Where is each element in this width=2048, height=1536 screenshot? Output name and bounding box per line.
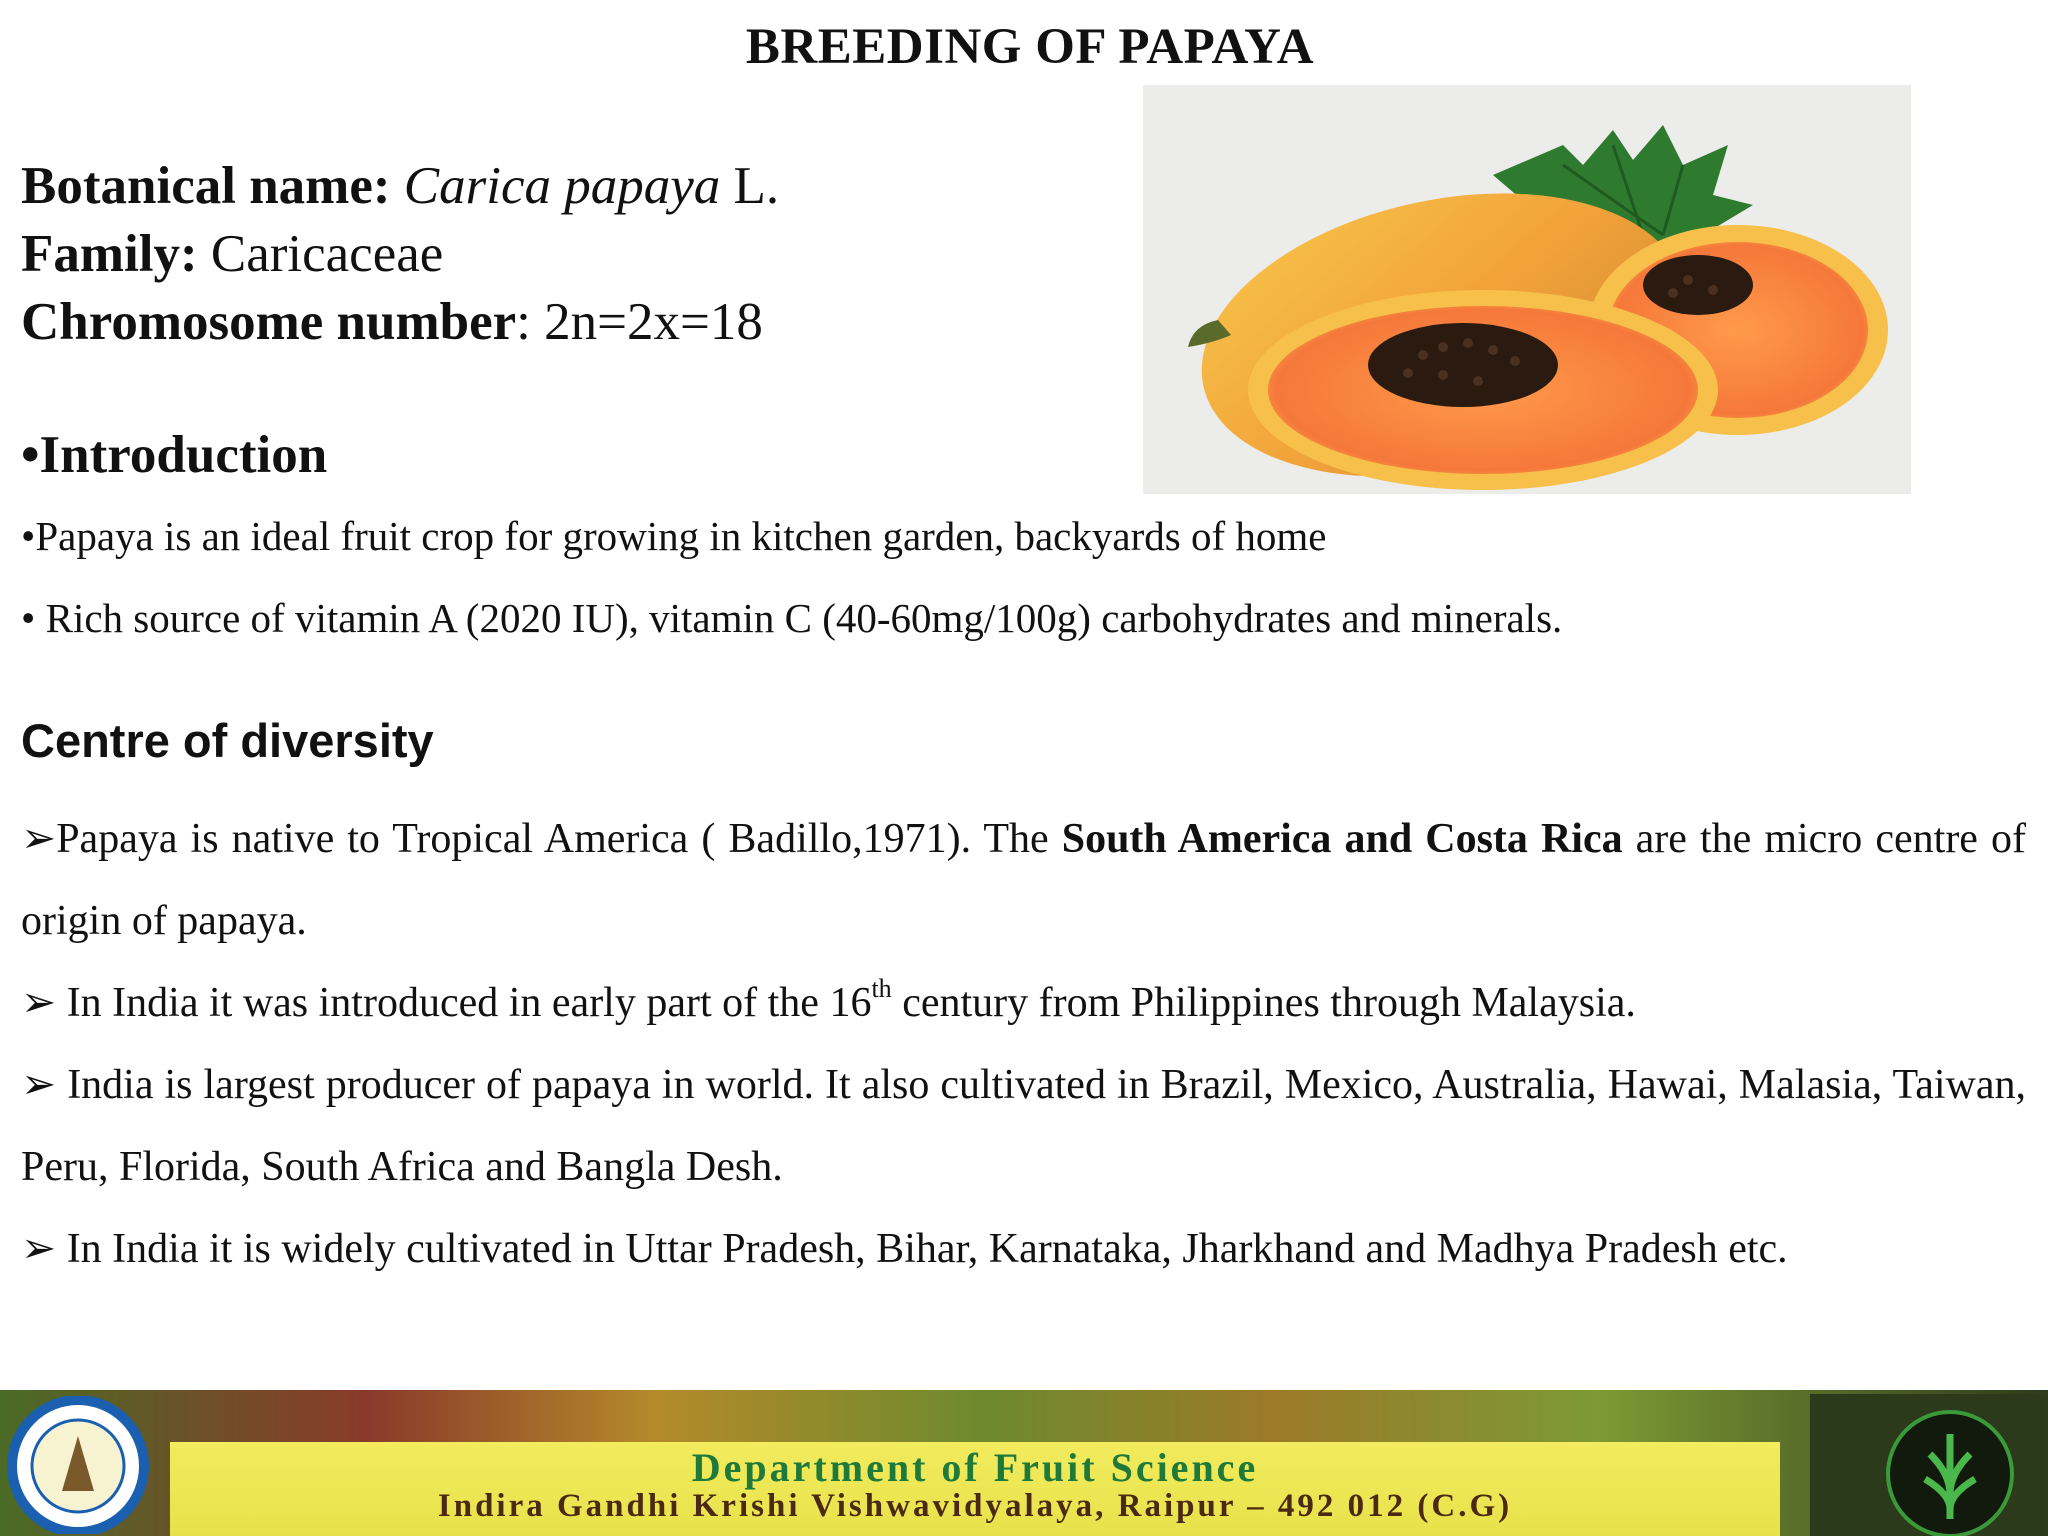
university-address: Indira Gandhi Krishi Vishwavidyalaya, Raipur – 492 012 (C.G) xyxy=(437,1488,1513,1524)
diversity-p1-rest: are the micro centre of origin of papaya. xyxy=(21,816,2026,944)
diversity-paragraph-4: ➢ In India it is widely cultivated in Uttar Pradesh, Bihar, Karnataka, Jharkhand and Madhya Pradesh etc. xyxy=(21,1226,1788,1272)
chromosome-row xyxy=(21,288,779,356)
centre-of-diversity-body xyxy=(21,798,2026,1290)
department-name: Department of Fruit Science xyxy=(691,1445,1259,1490)
introduction-line-1: •Papaya is an ideal fruit crop for growing in kitchen garden, backyards of home xyxy=(21,513,1327,559)
botanical-name-row xyxy=(21,152,779,220)
diversity-p2-rest: century from Philippines through Malaysia. xyxy=(891,980,1636,1026)
superscript-th: th xyxy=(871,974,892,1003)
family-label: Family: xyxy=(21,225,198,283)
papaya-illustration xyxy=(1143,85,1911,494)
diversity-paragraph-2 xyxy=(21,962,2026,1044)
diversity-p1-text: ➢Papaya is native to Tropical America ( Badillo,1971). The xyxy=(21,816,1062,862)
botanical-name-label: Botanical name: xyxy=(21,157,391,215)
chromosome-label: Chromosome number xyxy=(21,293,517,351)
slide-title: BREEDING OF PAPAYA xyxy=(745,19,1315,75)
botanical-name-suffix: L. xyxy=(720,157,780,215)
diversity-p1-bold: South America and Costa Rica xyxy=(1061,816,1623,862)
university-logo-icon xyxy=(2,1396,162,1534)
introduction-heading: •Introduction xyxy=(21,426,328,484)
botanical-info xyxy=(21,152,779,356)
family-value: Caricaceae xyxy=(197,225,444,283)
botanical-name-value: Carica papaya xyxy=(403,157,721,215)
papaya-image xyxy=(1143,85,1911,494)
footer-banner xyxy=(0,1390,2048,1536)
diversity-paragraph-1 xyxy=(21,798,2026,962)
wheat-emblem-icon xyxy=(1810,1394,2046,1536)
diversity-paragraph-3: ➢ India is largest producer of papaya in world. It also cultivated in Brazil, Mexico, Australia, Hawai, Malasia, Taiwan, Peru, Florida, South Africa and Bangla Desh. xyxy=(21,1062,2026,1190)
chromosome-value: : 2n=2x=18 xyxy=(516,293,763,351)
diversity-p2-text: ➢ In India it was introduced in early part of the 16 xyxy=(21,980,872,1026)
family-row xyxy=(21,220,779,288)
introduction-line-2: • Rich source of vitamin A (2020 IU), vitamin C (40-60mg/100g) carbohydrates and minerals. xyxy=(21,595,1563,641)
centre-of-diversity-heading: Centre of diversity xyxy=(21,714,434,767)
